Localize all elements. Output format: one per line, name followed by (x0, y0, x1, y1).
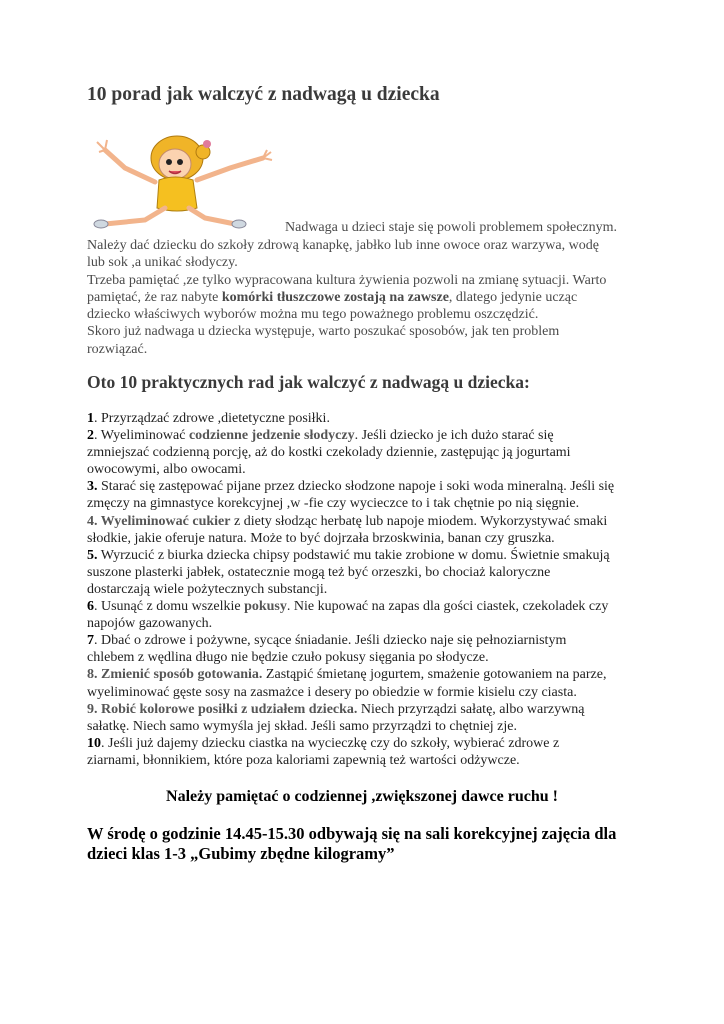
tip-highlight: pokusy (244, 599, 287, 615)
tip-item (87, 701, 647, 718)
tip-text: . Usunąć z domu wszelkie (94, 599, 245, 615)
tip-highlight: 4. Wyeliminować cukier (87, 513, 231, 529)
tip-text: . Nie kupować na zapas dla gości ciastek, czekoladek czy (286, 599, 609, 615)
tip-item (87, 547, 647, 564)
tip-text: . Jeśli już dajemy dziecku ciastka na wycieczkę czy do szkoły, wybierać zdrowe z (101, 735, 560, 751)
tip-number: 2 (87, 428, 94, 444)
tips-list (87, 410, 647, 769)
tip-line: chlebem z wędlina długo nie będzie czuło pokusy sięgania po słodycze. (87, 650, 489, 666)
event-line: dzieci klas 1-3 „Gubimy zbędne kilogramy” (87, 844, 395, 863)
tip-text: . Wyeliminować (94, 428, 189, 444)
tip-text: . Dbać o zdrowe i pożywne, sycące śniadanie. Jeśli dziecko naje się pełnoziarnistym (94, 633, 567, 649)
tip-text: Wyrzucić z biurka dziecka chipsy podstawić mu takie zrobione w domu. Świetnie smakują (97, 547, 610, 563)
tip-item (87, 632, 647, 649)
intro-line: Skoro już nadwaga u dziecka występuje, warto poszukać sposobów, jak ten problem (87, 324, 560, 340)
intro-line: Trzeba pamiętać ,ze tylko wypracowana kultura żywienia pozwoli na zmianę sytuacji. Warto (87, 272, 607, 288)
tip-item (87, 410, 647, 427)
intro-text: , dlatego jedynie ucząc (448, 289, 578, 305)
tip-item (87, 478, 647, 495)
tip-line: zmniejszać codzienną porcję, aż do kostki czekolady dziennie, zastępując ją jogurtami (87, 445, 571, 461)
tip-line: sałatkę. Niech samo wymyśla jej skład. Jeśli samo przyrządzi to chętniej zje. (87, 718, 517, 734)
tip-line: suszone plasterki jabłek, ostatecznie mogą też być orzeszki, bo chociaż kaloryczne (87, 564, 551, 580)
intro-first-line: Nadwaga u dzieci staje się powoli problemem społecznym. (285, 220, 618, 235)
tip-line: owocowymi, albo owocami. (87, 462, 246, 478)
tip-number: 10 (87, 735, 101, 751)
tip-number: 7 (87, 633, 94, 649)
closing-reminder: Należy pamiętać o codziennej ,zwiększonej dawce ruchu ! (166, 788, 558, 805)
cartoon-girl-illustration (85, 130, 275, 230)
tip-item (87, 666, 647, 683)
tip-line: słodkie, jakie oferuje natura. Może to być dojrzała brzoskwinia, banan czy gruszka. (87, 530, 555, 546)
intro-bold-text: komórki tłuszczowe zostają na zawsze (221, 289, 449, 305)
tip-text: Zastąpić śmietanę jogurtem, smażenie gotowaniem na parze, (262, 667, 607, 683)
tip-line: ziarnami, błonnikiem, które poza kaloriami zapewnią też wartości odżywcze. (87, 752, 520, 768)
intro-text: pamiętać, że raz nabyte (87, 289, 222, 305)
intro-line: dziecko właściwych wyborów można mu tego poważnego problemu oszczędzić. (87, 307, 539, 323)
tip-highlight: codzienne jedzenie słodyczy (188, 428, 355, 444)
intro-line: lub sok ,a unikać słodyczy. (87, 255, 238, 271)
intro-paragraph (87, 237, 647, 358)
tip-text: . Jeśli dziecko je ich dużo starać się (354, 428, 554, 444)
tip-item (87, 598, 647, 615)
tip-item (87, 427, 647, 444)
tip-number: 6 (87, 599, 94, 615)
event-line: W środę o godzinie 14.45-15.30 odbywają się na sali korekcyjnej zajęcia dla (87, 824, 617, 843)
tip-item (87, 513, 647, 530)
tip-text: Niech przyrządzi sałatę, albo warzywną (357, 701, 585, 717)
tip-line: dostarczają wiele pożytecznych substancji. (87, 581, 328, 597)
tip-text: Starać się zastępować pijane przez dziecko słodzone napoje i soki woda mineralną. Jeśli się (97, 479, 615, 495)
section-subtitle: Oto 10 praktycznych rad jak walczyć z nadwagą u dziecka: (87, 372, 530, 392)
tip-line: wyeliminować gęste sosy na zasmażce i desery po obiedzie w formie kisielu czy ciasta. (87, 684, 577, 700)
intro-line: Należy dać dziecku do szkoły zdrową kanapkę, jabłko lub inne owoce oraz warzywa, wodę (87, 238, 599, 253)
intro-line: rozwiązać. (87, 341, 148, 357)
event-announcement (87, 824, 657, 864)
tip-line: napojów gazowanych. (87, 616, 213, 632)
tip-number: 3. (87, 479, 98, 495)
tip-number: 5. (87, 547, 98, 563)
tip-highlight: 8. Zmienić sposób gotowania. (87, 667, 263, 683)
tip-highlight: 9. Robić kolorowe posiłki z udziałem dziecka. (87, 701, 358, 717)
tip-text: . Przyrządzać zdrowe ,dietetyczne posiłki. (94, 411, 330, 426)
tip-line: zmęczy na gimnastyce korekcyjnej ,w -fie czy wycieczce to i tak chętnie po nią sięgnie. (87, 496, 580, 512)
tip-item (87, 735, 647, 752)
document-title: 10 porad jak walczyć z nadwagą u dziecka (87, 84, 440, 105)
intro-line (87, 289, 647, 306)
tip-text: z diety słodząc herbatę lub napoje miodem. Wykorzystywać smaki (230, 513, 608, 529)
tip-number: 1 (87, 411, 94, 426)
